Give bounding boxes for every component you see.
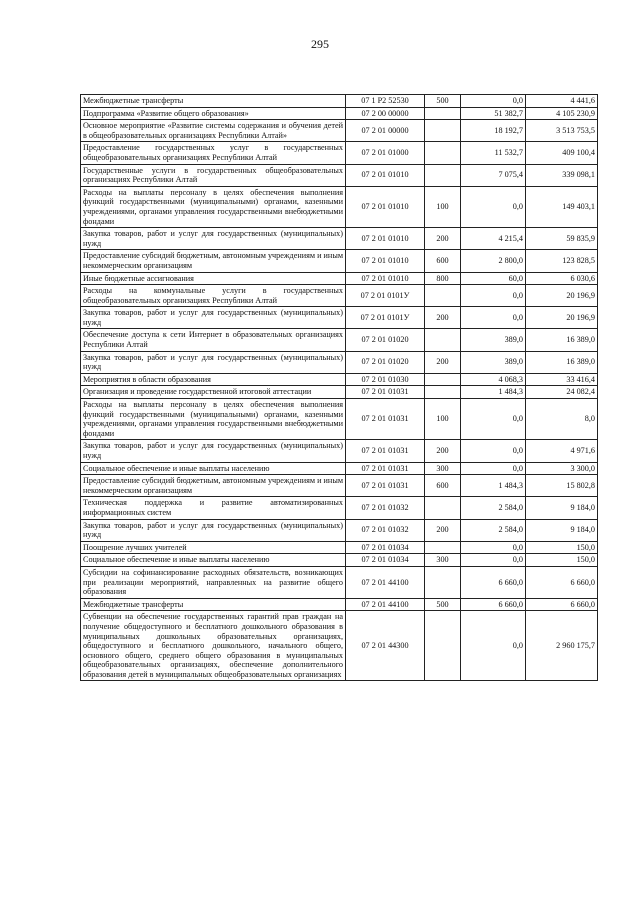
table-row: [81, 228, 598, 250]
expense-name-cell: Расходы на выплаты персоналу в целях обеспечения выполнения функций государственными (муниципальными) органами, казенными учреждениями, органами управления государственными внебюджетными фондами: [81, 186, 346, 227]
budget-table: [80, 94, 598, 681]
target-article-code-cell: 07 2 01 01031: [346, 440, 425, 462]
expense-type-code-cell: 600: [425, 250, 461, 272]
table-row: [81, 475, 598, 497]
amount-column-1-cell: 2 800,0: [461, 250, 526, 272]
amount-column-2-cell: 24 082,4: [526, 386, 598, 399]
expense-name-cell: Техническая поддержка и развитие автоматизированных информационных систем: [81, 497, 346, 519]
table-row: [81, 386, 598, 399]
target-article-code-cell: 07 2 01 01032: [346, 519, 425, 541]
expense-type-code-cell: 500: [425, 598, 461, 611]
table-row: [81, 462, 598, 475]
amount-column-2-cell: 20 196,9: [526, 285, 598, 307]
expense-type-code-cell: [425, 329, 461, 351]
expense-type-code-cell: [425, 566, 461, 598]
amount-column-1-cell: 4 068,3: [461, 373, 526, 386]
page-number: 295: [311, 37, 329, 51]
table-row: [81, 272, 598, 285]
amount-column-2-cell: 339 098,1: [526, 164, 598, 186]
expense-type-code-cell: [425, 373, 461, 386]
expense-name-cell: Организация и проведение государственной итоговой аттестации: [81, 386, 346, 399]
amount-column-2-cell: 3 513 753,5: [526, 120, 598, 142]
amount-column-2-cell: 2 960 175,7: [526, 611, 598, 681]
table-row: [81, 566, 598, 598]
amount-column-2-cell: 3 300,0: [526, 462, 598, 475]
table-row: [81, 164, 598, 186]
expense-name-cell: Иные бюджетные ассигнования: [81, 272, 346, 285]
expense-type-code-cell: [425, 120, 461, 142]
expense-name-cell: Социальное обеспечение и иные выплаты населению: [81, 554, 346, 567]
target-article-code-cell: 07 2 01 01031: [346, 462, 425, 475]
target-article-code-cell: 07 2 01 01010: [346, 186, 425, 227]
expense-name-cell: Субвенции на обеспечение государственных гарантий прав граждан на получение общедоступного и бесплатного дошкольного образования в муниципальных дошкольных образовательных организациях, общедоступного и бесплатного дошкольного, начального общего, основного общего, среднего общего образования в муниципальных общеобразовательных организациях, обеспечение дополнительного образования детей в муниципальных общеобразовательных организациях: [81, 611, 346, 681]
target-article-code-cell: 07 2 01 0101У: [346, 307, 425, 329]
table-row: [81, 285, 598, 307]
target-article-code-cell: 07 2 01 01010: [346, 164, 425, 186]
amount-column-1-cell: 0,0: [461, 462, 526, 475]
expense-name-cell: Предоставление субсидий бюджетным, автономным учреждениям и иным некоммерческим организациям: [81, 475, 346, 497]
expense-type-code-cell: 500: [425, 95, 461, 108]
amount-column-1-cell: 0,0: [461, 440, 526, 462]
expense-name-cell: Государственные услуги в государственных общеобразовательных организациях Республики Алтай: [81, 164, 346, 186]
amount-column-2-cell: 409 100,4: [526, 142, 598, 164]
amount-column-1-cell: 1 484,3: [461, 386, 526, 399]
amount-column-2-cell: 4 971,6: [526, 440, 598, 462]
expense-name-cell: Закупка товаров, работ и услуг для государственных (муниципальных) нужд: [81, 519, 346, 541]
amount-column-2-cell: 33 416,4: [526, 373, 598, 386]
expense-name-cell: Предоставление государственных услуг в государственных общеобразовательных организациях Республики Алтай: [81, 142, 346, 164]
expense-name-cell: Обеспечение доступа к сети Интернет в образовательных организациях Республики Алтай: [81, 329, 346, 351]
amount-column-1-cell: 7 075,4: [461, 164, 526, 186]
amount-column-1-cell: 389,0: [461, 329, 526, 351]
amount-column-1-cell: 2 584,0: [461, 497, 526, 519]
expense-name-cell: Закупка товаров, работ и услуг для государственных (муниципальных) нужд: [81, 307, 346, 329]
amount-column-2-cell: 123 828,5: [526, 250, 598, 272]
expense-name-cell: Межбюджетные трансферты: [81, 598, 346, 611]
amount-column-1-cell: 389,0: [461, 351, 526, 373]
expense-type-code-cell: [425, 611, 461, 681]
expense-type-code-cell: 200: [425, 307, 461, 329]
expense-type-code-cell: 600: [425, 475, 461, 497]
amount-column-2-cell: 4 441,6: [526, 95, 598, 108]
target-article-code-cell: 07 2 01 01010: [346, 228, 425, 250]
target-article-code-cell: 07 2 01 01010: [346, 250, 425, 272]
target-article-code-cell: 07 2 01 01031: [346, 475, 425, 497]
amount-column-2-cell: 16 389,0: [526, 351, 598, 373]
expense-type-code-cell: [425, 164, 461, 186]
amount-column-1-cell: 0,0: [461, 307, 526, 329]
expense-name-cell: Субсидии на софинансирование расходных обязательств, возникающих при реализации мероприятий, направленных на развитие общего образования: [81, 566, 346, 598]
amount-column-2-cell: 150,0: [526, 541, 598, 554]
target-article-code-cell: 07 2 01 01000: [346, 142, 425, 164]
amount-column-1-cell: 0,0: [461, 554, 526, 567]
target-article-code-cell: 07 2 01 0101У: [346, 285, 425, 307]
amount-column-1-cell: 51 382,7: [461, 107, 526, 120]
target-article-code-cell: 07 2 01 01010: [346, 272, 425, 285]
expense-type-code-cell: 300: [425, 462, 461, 475]
expense-name-cell: Закупка товаров, работ и услуг для государственных (муниципальных) нужд: [81, 351, 346, 373]
table-row: [81, 598, 598, 611]
amount-column-2-cell: 59 835,9: [526, 228, 598, 250]
table-row: [81, 497, 598, 519]
amount-column-1-cell: 6 660,0: [461, 566, 526, 598]
amount-column-1-cell: 60,0: [461, 272, 526, 285]
expense-type-code-cell: [425, 386, 461, 399]
table-row: [81, 519, 598, 541]
expense-name-cell: Расходы на коммунальные услуги в государственных общеобразовательных организациях Республики Алтай: [81, 285, 346, 307]
expense-type-code-cell: 200: [425, 519, 461, 541]
expense-name-cell: Закупка товаров, работ и услуг для государственных (муниципальных) нужд: [81, 440, 346, 462]
amount-column-1-cell: 1 484,3: [461, 475, 526, 497]
table-row: [81, 351, 598, 373]
target-article-code-cell: 07 2 01 44100: [346, 598, 425, 611]
target-article-code-cell: 07 2 01 01031: [346, 399, 425, 440]
amount-column-2-cell: 4 105 230,9: [526, 107, 598, 120]
target-article-code-cell: 07 2 01 44300: [346, 611, 425, 681]
amount-column-1-cell: 0,0: [461, 541, 526, 554]
expense-name-cell: Подпрограмма «Развитие общего образования»: [81, 107, 346, 120]
expense-name-cell: Расходы на выплаты персоналу в целях обеспечения выполнения функций государственными (муниципальными) органами, казенными учреждениями, органами управления государственными внебюджетными фондами: [81, 399, 346, 440]
target-article-code-cell: 07 2 01 44100: [346, 566, 425, 598]
table-row: [81, 399, 598, 440]
target-article-code-cell: 07 2 01 01032: [346, 497, 425, 519]
target-article-code-cell: 07 2 01 01030: [346, 373, 425, 386]
table-row: [81, 120, 598, 142]
expense-type-code-cell: 200: [425, 228, 461, 250]
expense-name-cell: Поощрение лучших учителей: [81, 541, 346, 554]
expense-type-code-cell: 800: [425, 272, 461, 285]
table-row: [81, 186, 598, 227]
amount-column-2-cell: 150,0: [526, 554, 598, 567]
table-row: [81, 307, 598, 329]
table-row: [81, 95, 598, 108]
amount-column-1-cell: 0,0: [461, 186, 526, 227]
amount-column-2-cell: 8,0: [526, 399, 598, 440]
amount-column-2-cell: 20 196,9: [526, 307, 598, 329]
budget-table-body: [81, 95, 598, 681]
table-row: [81, 107, 598, 120]
amount-column-1-cell: 4 215,4: [461, 228, 526, 250]
expense-name-cell: Социальное обеспечение и иные выплаты населению: [81, 462, 346, 475]
table-row: [81, 554, 598, 567]
amount-column-1-cell: 0,0: [461, 399, 526, 440]
amount-column-1-cell: 2 584,0: [461, 519, 526, 541]
expense-name-cell: Закупка товаров, работ и услуг для государственных (муниципальных) нужд: [81, 228, 346, 250]
table-row: [81, 250, 598, 272]
target-article-code-cell: 07 2 00 00000: [346, 107, 425, 120]
target-article-code-cell: 07 2 01 01034: [346, 554, 425, 567]
expense-name-cell: Межбюджетные трансферты: [81, 95, 346, 108]
table-row: [81, 611, 598, 681]
expense-type-code-cell: [425, 497, 461, 519]
expense-type-code-cell: [425, 285, 461, 307]
table-row: [81, 541, 598, 554]
expense-type-code-cell: [425, 142, 461, 164]
amount-column-2-cell: 16 389,0: [526, 329, 598, 351]
amount-column-2-cell: 6 030,6: [526, 272, 598, 285]
amount-column-2-cell: 9 184,0: [526, 519, 598, 541]
target-article-code-cell: 07 2 01 01020: [346, 351, 425, 373]
amount-column-1-cell: 18 192,7: [461, 120, 526, 142]
table-row: [81, 440, 598, 462]
amount-column-1-cell: 0,0: [461, 285, 526, 307]
target-article-code-cell: 07 1 P2 52530: [346, 95, 425, 108]
target-article-code-cell: 07 2 01 00000: [346, 120, 425, 142]
amount-column-1-cell: 0,0: [461, 95, 526, 108]
expense-type-code-cell: 200: [425, 440, 461, 462]
amount-column-1-cell: 6 660,0: [461, 598, 526, 611]
amount-column-2-cell: 149 403,1: [526, 186, 598, 227]
expense-type-code-cell: 100: [425, 186, 461, 227]
expense-name-cell: Предоставление субсидий бюджетным, автономным учреждениям и иным некоммерческим организациям: [81, 250, 346, 272]
amount-column-2-cell: 6 660,0: [526, 566, 598, 598]
expense-name-cell: Основное мероприятие «Развитие системы содержания и обучения детей в общеобразовательных организациях Республики Алтай»: [81, 120, 346, 142]
table-row: [81, 329, 598, 351]
amount-column-2-cell: 6 660,0: [526, 598, 598, 611]
expense-type-code-cell: 100: [425, 399, 461, 440]
expense-type-code-cell: [425, 107, 461, 120]
target-article-code-cell: 07 2 01 01034: [346, 541, 425, 554]
target-article-code-cell: 07 2 01 01020: [346, 329, 425, 351]
amount-column-2-cell: 9 184,0: [526, 497, 598, 519]
amount-column-2-cell: 15 802,8: [526, 475, 598, 497]
amount-column-1-cell: 0,0: [461, 611, 526, 681]
expense-type-code-cell: 200: [425, 351, 461, 373]
expense-type-code-cell: 300: [425, 554, 461, 567]
amount-column-1-cell: 11 532,7: [461, 142, 526, 164]
expense-type-code-cell: [425, 541, 461, 554]
target-article-code-cell: 07 2 01 01031: [346, 386, 425, 399]
table-row: [81, 373, 598, 386]
expense-name-cell: Мероприятия в области образования: [81, 373, 346, 386]
table-row: [81, 142, 598, 164]
